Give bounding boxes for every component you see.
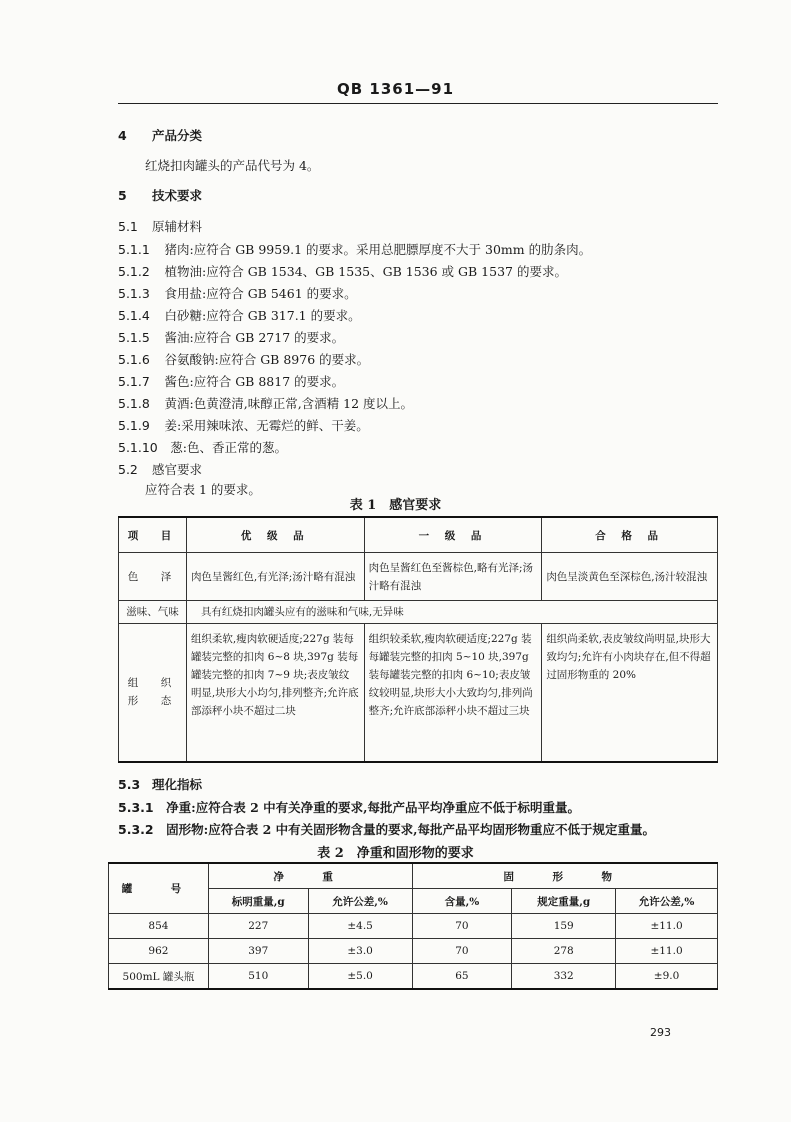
table-header: 一 级 品 [364,517,542,553]
table-cell: 332 [512,964,616,990]
list-item: 5.1.6 谷氨酸钠:应符合 GB 8976 的要求。 [118,352,370,367]
section-5-1-heading: 5.1 原辅材料 [118,219,203,234]
table-cell: ±11.0 [616,939,718,964]
list-item: 5.1.3 食用盐:应符合 GB 5461 的要求。 [118,286,357,301]
table-cell: 159 [512,914,616,939]
page-number: 293 [650,1026,671,1039]
list-item: 5.3.2 固形物:应符合表 2 中有关固形物含量的要求,每批产品平均固形物重应不低于规定重量。 [118,822,655,837]
table-header: 允许公差,% [308,889,412,914]
table-header: 标明重量,g [208,889,308,914]
table-2-caption: 表 2 净重和固形物的要求 [317,846,474,861]
table-cell: ±5.0 [308,964,412,990]
table-cell: 962 [109,939,209,964]
table-cell: 510 [208,964,308,990]
list-item: 5.1.9 姜:采用辣味浓、无霉烂的鲜、干姜。 [118,418,369,433]
table-cell: 组织较柔软,瘦肉软硬适度;227g 装每罐装完整的扣肉 5~10 块,397g 装每罐装完整的扣肉 6~10;表皮皱纹较明显,块形大小大致均匀,排列尚整齐;允许底部添秤小块不超过三块 [364,624,542,762]
sensory-requirements-table [118,516,718,763]
section-5-2-heading: 5.2 感官要求 [118,462,203,477]
table-cell: 70 [412,939,512,964]
table-cell: 肉色呈淡黄色至深棕色,汤汁较混浊 [542,553,718,601]
table-header: 含量,% [412,889,512,914]
table-header: 允许公差,% [616,889,718,914]
table-cell: 500mL 罐头瓶 [109,964,209,990]
table-cell: 397 [208,939,308,964]
section-5-2-text: 应符合表 1 的要求。 [145,482,261,497]
table-header: 罐 号 [109,863,209,914]
table-row [119,601,718,624]
table-cell: 65 [412,964,512,990]
table-header: 项 目 [119,517,187,553]
table-header: 净 重 [208,863,412,889]
table-cell: 具有红烧扣肉罐头应有的滋味和气味,无异味 [186,601,717,624]
list-item: 5.3.1 净重:应符合表 2 中有关净重的要求,每批产品平均净重应不低于标明重量。 [118,800,580,815]
table-row [109,939,718,964]
table-header-row [119,517,718,553]
table-cell: 854 [109,914,209,939]
section-4-text: 红烧扣肉罐头的产品代号为 4。 [145,158,320,173]
section-5-3-heading: 5.3 理化指标 [118,777,203,792]
table-row [109,964,718,990]
table-cell: 肉色呈酱红色,有光泽;汤汁略有混浊 [186,553,364,601]
list-item: 5.1.5 酱油:应符合 GB 2717 的要求。 [118,330,345,345]
table-cell: ±11.0 [616,914,718,939]
table-header: 规定重量,g [512,889,616,914]
table-cell: 70 [412,914,512,939]
net-weight-solids-table [108,862,718,990]
table-cell: 组织柔软,瘦肉软硬适度;227g 装每罐装完整的扣肉 6~8 块,397g 装每罐装完整的扣肉 7~9 块;表皮皱纹明显,块形大小均匀,排列整齐;允许底部添秤小块不超过二块 [186,624,364,762]
table-row [109,914,718,939]
row-label: 色 泽 [119,553,187,601]
section-4-heading: 4 产品分类 [118,128,203,143]
table-header: 优 级 品 [186,517,364,553]
list-item: 5.1.4 白砂糖:应符合 GB 317.1 的要求。 [118,308,361,323]
table-cell: 278 [512,939,616,964]
standard-code-header: QB 1361—91 [336,80,455,98]
table-cell: ±4.5 [308,914,412,939]
row-label: 组 织 形 态 [119,624,187,762]
table-header-row [109,863,718,889]
table-header: 固 形 物 [412,863,718,889]
section-5-heading: 5 技术要求 [118,188,203,203]
header-rule [118,103,718,104]
table-row [119,553,718,601]
table-cell: 组织尚柔软,表皮皱纹尚明显,块形大致均匀;允许有小肉块存在,但不得超过固形物重的 20% [542,624,718,762]
list-item: 5.1.2 植物油:应符合 GB 1534、GB 1535、GB 1536 或 GB 1537 的要求。 [118,264,567,279]
list-item: 5.1.8 黄酒:色黄澄清,味醇正常,含酒精 12 度以上。 [118,396,414,411]
list-item: 5.1.1 猪肉:应符合 GB 9959.1 的要求。采用总肥膘厚度不大于 30mm 的肋条肉。 [118,242,592,257]
table-cell: 肉色呈酱红色至酱棕色,略有光泽;汤汁略有混浊 [364,553,542,601]
list-item: 5.1.7 酱色:应符合 GB 8817 的要求。 [118,374,345,389]
table-row [119,624,718,762]
table-cell: 227 [208,914,308,939]
list-item: 5.1.10 葱:色、香正常的葱。 [118,440,287,455]
row-label: 滋味、气味 [119,601,187,624]
table-header: 合 格 品 [542,517,718,553]
table-cell: ±3.0 [308,939,412,964]
table-1-caption: 表 1 感官要求 [349,498,442,513]
table-cell: ±9.0 [616,964,718,990]
